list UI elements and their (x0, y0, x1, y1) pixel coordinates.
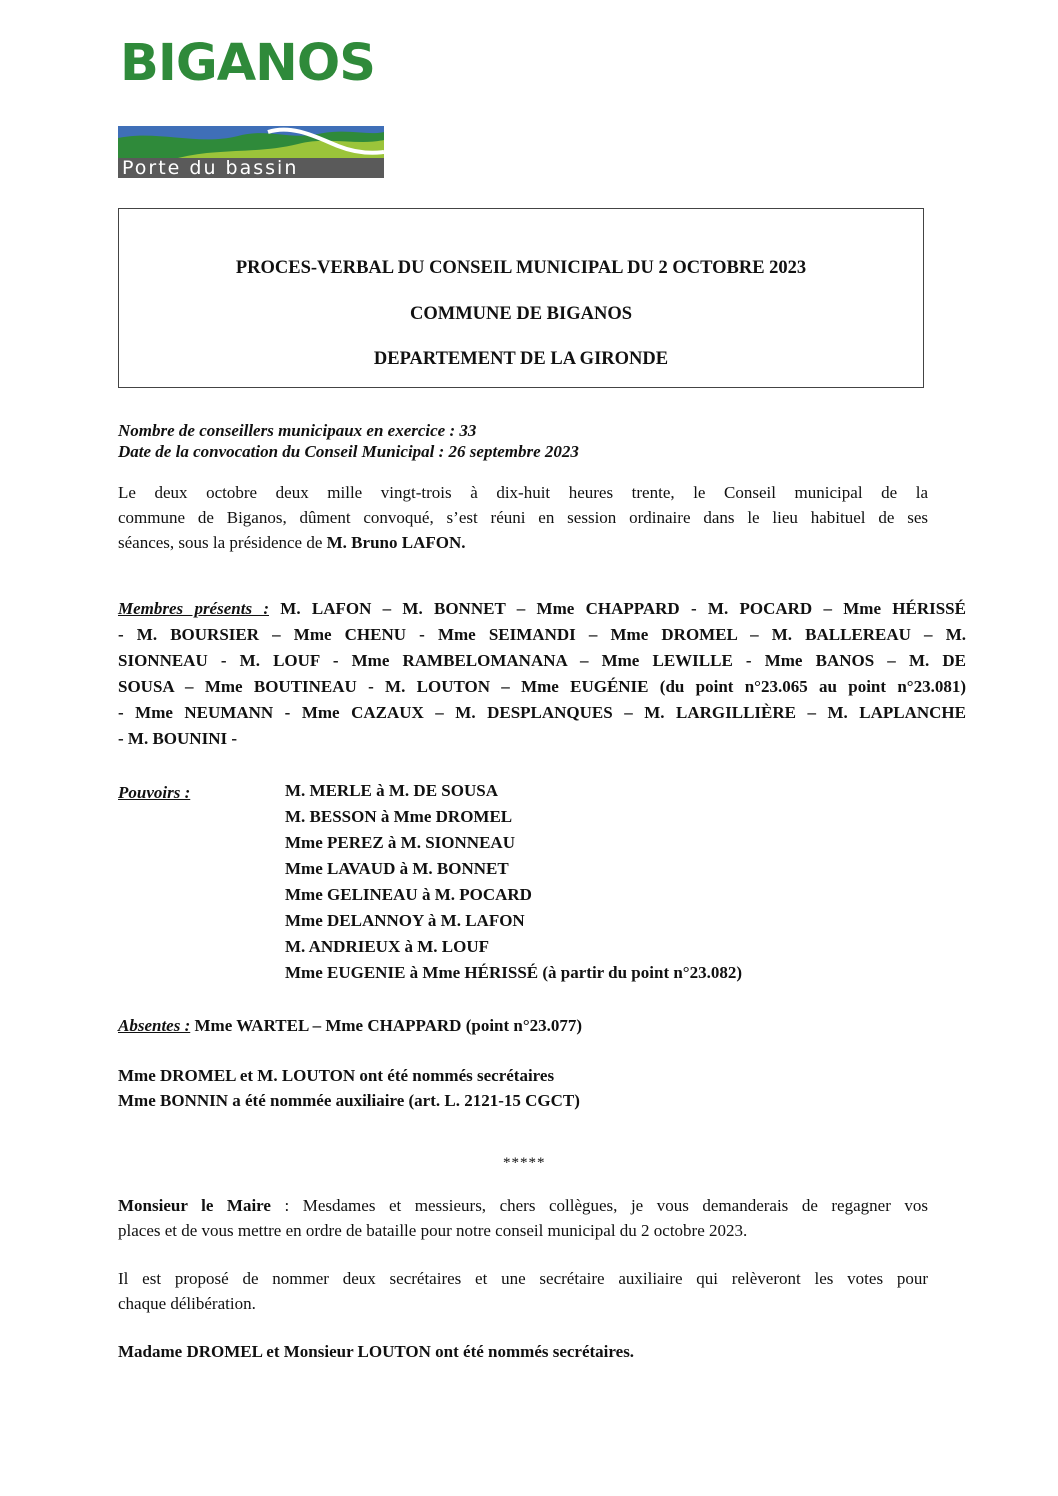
auxiliaire-line: Mme BONNIN a été nommée auxiliaire (art. L. 2121-15 CGCT) (118, 1091, 580, 1110)
maire-text: : Mesdames et messieurs, chers collègues, je vous demanderais de regagner vos (270, 1196, 928, 1215)
membres-label: Membres présents : (118, 599, 269, 618)
intro-paragraph (118, 480, 928, 555)
intro-line: Le deux octobre deux mille vingt-trois à dix-huit heures trente, le Conseil municipal de la (118, 483, 928, 502)
absentes-label: Absentes : (118, 1016, 191, 1035)
pouvoir-item: M. MERLE à M. DE SOUSA (285, 781, 498, 800)
proposition-line: chaque délibération. (118, 1294, 256, 1313)
intro-line: commune de Biganos, dûment convoqué, s’est réuni en session ordinaire dans le lieu habituel de ses (118, 508, 928, 527)
conclusion: Madame DROMEL et Monsieur LOUTON ont été nommés secrétaires. (118, 1342, 635, 1361)
separator: ***** (503, 1155, 546, 1171)
maire-line (118, 1193, 928, 1218)
pouvoir-item: Mme DELANNOY à M. LAFON (285, 911, 525, 930)
logo-wordmark: BIGANOS (120, 36, 375, 92)
pouvoir-item: Mme PEREZ à M. SIONNEAU (285, 833, 515, 852)
biganos-logo (118, 36, 384, 178)
pouvoir-item: Mme LAVAUD à M. BONNET (285, 859, 509, 878)
commune-title: COMMUNE DE BIGANOS (409, 304, 632, 324)
membres-line: - M. BOURSIER – Mme CHENU - Mme SEIMANDI – Mme DROMEL – M. BALLEREAU – M. (118, 625, 966, 644)
president-name: M. Bruno LAFON. (326, 533, 466, 552)
convocation-date: Date de la convocation du Conseil Municipal : 26 septembre 2023 (118, 442, 579, 461)
proposition-paragraph (118, 1266, 928, 1316)
conseillers-count: Nombre de conseillers municipaux en exercice : 33 (118, 421, 477, 440)
membres-presents (118, 596, 966, 752)
absentes-text: Mme WARTEL – Mme CHAPPARD (point n°23.077) (190, 1016, 583, 1035)
pouvoir-item: Mme GELINEAU à M. POCARD (285, 885, 532, 904)
logo-landscape-icon (118, 126, 384, 158)
proposition-line: Il est proposé de nommer deux secrétaires et une secrétaire auxiliaire qui relèveront les votes pour (118, 1269, 928, 1288)
logo-tagline: Porte du bassin (118, 158, 384, 178)
pouvoirs-label: Pouvoirs : (118, 783, 191, 802)
intro-text: séances, sous la présidence de (118, 533, 327, 552)
pouvoir-item: M. ANDRIEUX à M. LOUF (285, 937, 489, 956)
speaker-name: Monsieur le Maire (118, 1196, 271, 1215)
pouvoir-item: M. BESSON à Mme DROMEL (285, 807, 513, 826)
title-box (118, 208, 924, 388)
pouvoir-item: Mme EUGENIE à Mme HÉRISSÉ (à partir du point n°23.082) (285, 963, 743, 982)
maire-line: places et de vous mettre en ordre de bataille pour notre conseil municipal du 2 octobre 2023. (118, 1221, 748, 1240)
membres-line: SIONNEAU - M. LOUF - Mme RAMBELOMANANA – Mme LEWILLE - Mme BANOS – M. DE (118, 651, 966, 670)
membres-line (118, 596, 966, 622)
absentes (118, 1013, 582, 1038)
departement-title: DEPARTEMENT DE LA GIRONDE (373, 349, 669, 369)
membres-text: M. LAFON – M. BONNET – Mme CHAPPARD - M. POCARD – Mme HÉRISSÉ (269, 599, 966, 618)
membres-line: - Mme NEUMANN - Mme CAZAUX – M. DESPLANQUES – M. LARGILLIÈRE – M. LAPLANCHE (118, 703, 966, 722)
membres-line: - M. BOUNINI - (118, 729, 237, 748)
maire-paragraph (118, 1193, 928, 1243)
intro-line (118, 530, 928, 555)
membres-line: SOUSA – Mme BOUTINEAU - M. LOUTON – Mme EUGÉNIE (du point n°23.065 au point n°23.081) (118, 677, 966, 696)
secretaires-line: Mme DROMEL et M. LOUTON ont été nommés secrétaires (118, 1066, 555, 1085)
document-title: PROCES-VERBAL DU CONSEIL MUNICIPAL DU 2 OCTOBRE 2023 (235, 258, 807, 278)
pouvoirs-list (285, 778, 742, 986)
